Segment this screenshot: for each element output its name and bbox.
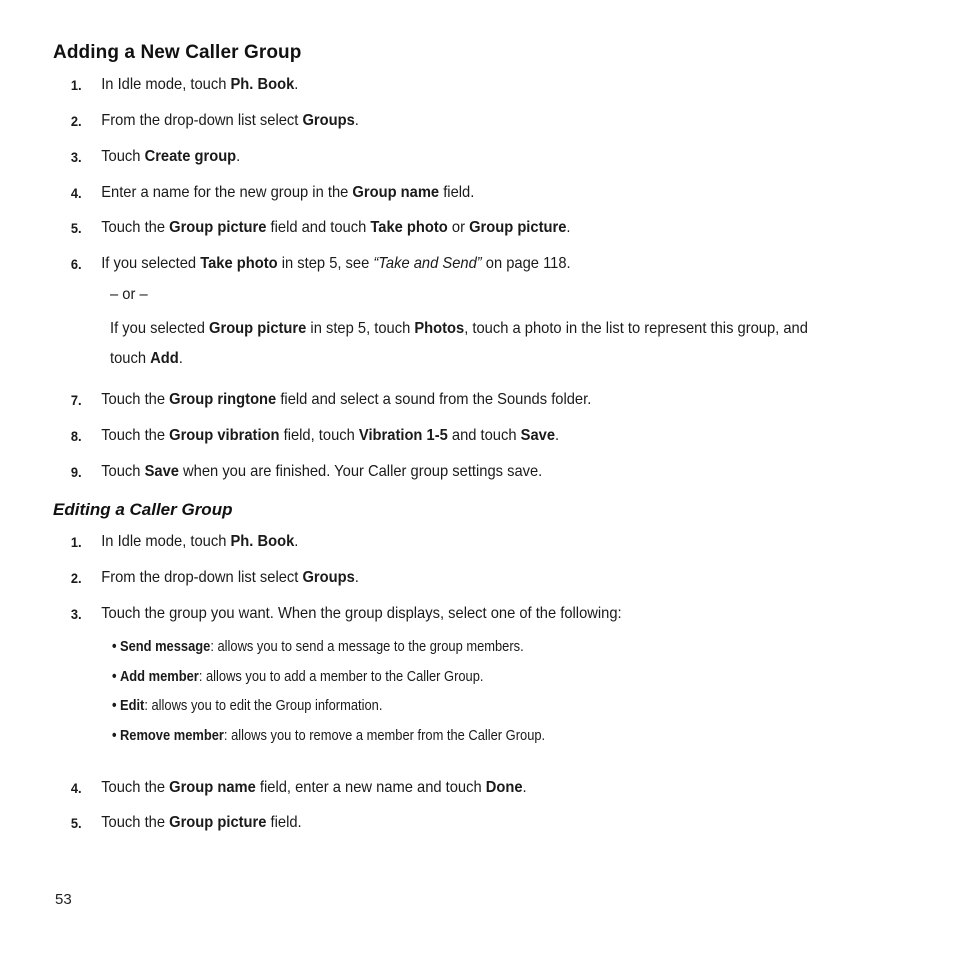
step-text: Touch the Group ringtone field and select a sound from the Sounds folder. [101, 391, 592, 408]
step-number: 9. [70, 464, 82, 480]
step-text: In Idle mode, touch Ph. Book. [101, 76, 299, 93]
bullet-item: • Remove member: allows you to remove a member from the Caller Group. [112, 727, 546, 744]
step-number: 1. [70, 534, 82, 550]
step-number: 2. [70, 570, 82, 586]
step-number: 7. [70, 392, 82, 408]
step-number: 1. [70, 77, 82, 93]
step-number: 4. [70, 185, 82, 201]
page-number: 53 [55, 891, 72, 908]
step-text: From the drop-down list select Groups. [101, 569, 359, 586]
or-separator: – or – [110, 286, 148, 303]
alt-instruction-line-2: touch Add. [110, 350, 183, 367]
step-number: 4. [70, 780, 82, 796]
step-text: Touch the Group name field, enter a new name and touch Done. [101, 779, 527, 796]
step-number: 6. [70, 256, 82, 272]
bullet-item: • Add member: allows you to add a member to the Caller Group. [112, 668, 484, 685]
alt-instruction-line-1: If you selected Group picture in step 5, touch Photos, touch a photo in the list to represent this group, and [110, 320, 808, 337]
section-heading-editing: Editing a Caller Group [53, 500, 233, 519]
step-number: 2. [70, 113, 82, 129]
section-heading-adding: Adding a New Caller Group [53, 42, 302, 63]
step-text: From the drop-down list select Groups. [101, 112, 359, 129]
step-text: Touch Save when you are finished. Your Caller group settings save. [101, 463, 543, 480]
step-text: Touch the Group picture field and touch Take photo or Group picture. [101, 219, 571, 236]
step-text: Touch the Group vibration field, touch Vibration 1-5 and touch Save. [101, 427, 560, 444]
step-number: 3. [70, 606, 82, 622]
step-text: Enter a name for the new group in the Group name field. [101, 184, 475, 201]
step-number: 8. [70, 428, 82, 444]
step-number: 3. [70, 149, 82, 165]
bullet-item: • Send message: allows you to send a message to the group members. [112, 638, 524, 655]
step-text: Touch the group you want. When the group displays, select one of the following: [101, 605, 622, 622]
step-text: Touch Create group. [101, 148, 241, 165]
bullet-item: • Edit: allows you to edit the Group information. [112, 697, 383, 714]
step-text: Touch the Group picture field. [101, 814, 302, 831]
step-number: 5. [70, 815, 82, 831]
step-number: 5. [70, 220, 82, 236]
step-text: In Idle mode, touch Ph. Book. [101, 533, 299, 550]
step-text: If you selected Take photo in step 5, see “Take and Send” on page 118. [101, 255, 571, 272]
